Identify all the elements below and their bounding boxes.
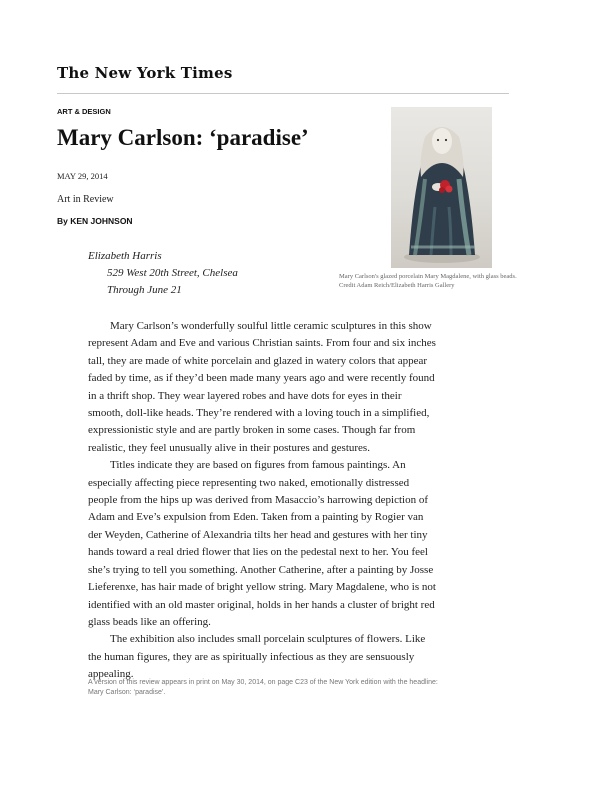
photo-credit: Credit Adam Reich/Elizabeth Harris Gallery [339, 282, 455, 289]
masthead-logo[interactable]: The New York Times [57, 64, 233, 82]
venue-dates: Through June 21 [107, 284, 182, 296]
header-divider [57, 93, 509, 94]
sculpture-photo [391, 107, 492, 268]
sculpture-illustration [391, 107, 492, 268]
publish-date: MAY 29, 2014 [57, 171, 108, 181]
article-body [88, 318, 436, 684]
body-paragraph: Mary Carlson’s wonderfully soulful little ceramic sculptures in this show represent Adam and Eve and various Christian saints. From four and six inches tall, they are made of white porcelain and glazed in watery colors that appear faded by time, as if they’d been made many years ago and were recently found in a thrift shop. They wear layered robes and have dots for eyes in their smooth, doll-like heads. They’re rendered with a loving touch in a simplified, expressionistic style and are partly broken in some cases. Though far from realistic, they feel unusually alive in their postures and gestures. [88, 320, 436, 454]
venue-gallery: Elizabeth Harris [88, 250, 162, 262]
photo-caption-text: Mary Carlson's glazed porcelain Mary Magdalene, with glass beads. [339, 273, 517, 280]
article-headline: Mary Carlson: ‘paradise’ [57, 125, 309, 150]
print-version-note: A version of this review appears in print on May 30, 2014, on page C23 of the New York edition with the headline: Mary Carlson: ‘paradise’. [88, 679, 438, 696]
body-paragraph: The exhibition also includes small porcelain sculptures of flowers. Like the human figures, they are as spiritually infectious as they are sensuously appealing. [88, 633, 426, 681]
photo-caption [339, 272, 517, 290]
section-label[interactable]: ART & DESIGN [57, 107, 111, 116]
venue-info [88, 248, 238, 299]
venue-address: 529 West 20th Street, Chelsea [107, 267, 238, 279]
column-name: Art in Review [57, 194, 114, 205]
body-paragraph: Titles indicate they are based on figures from famous paintings. An especially affecting piece representing two naked, emotionally distressed people from the hips up was derived from Masaccio’s harrowing depiction of Adam and Eve’s expulsion from Eden. Taken from a painting by Rogier van der Weyden, Catherine of Alexandria tilts her head and gestures with her tiny hands toward a real dried flower that lies on the pedestal next to her. You feel she’s trying to tell you something. Another Catherine, after a painting by Josse Lieferenxe, has hair made of bright yellow string. Mary Magdalene, who is not identified with an old master original, holds in her hands a cluster of bright red glass beads like an offering. [88, 459, 436, 628]
byline: By KEN JOHNSON [57, 216, 133, 226]
